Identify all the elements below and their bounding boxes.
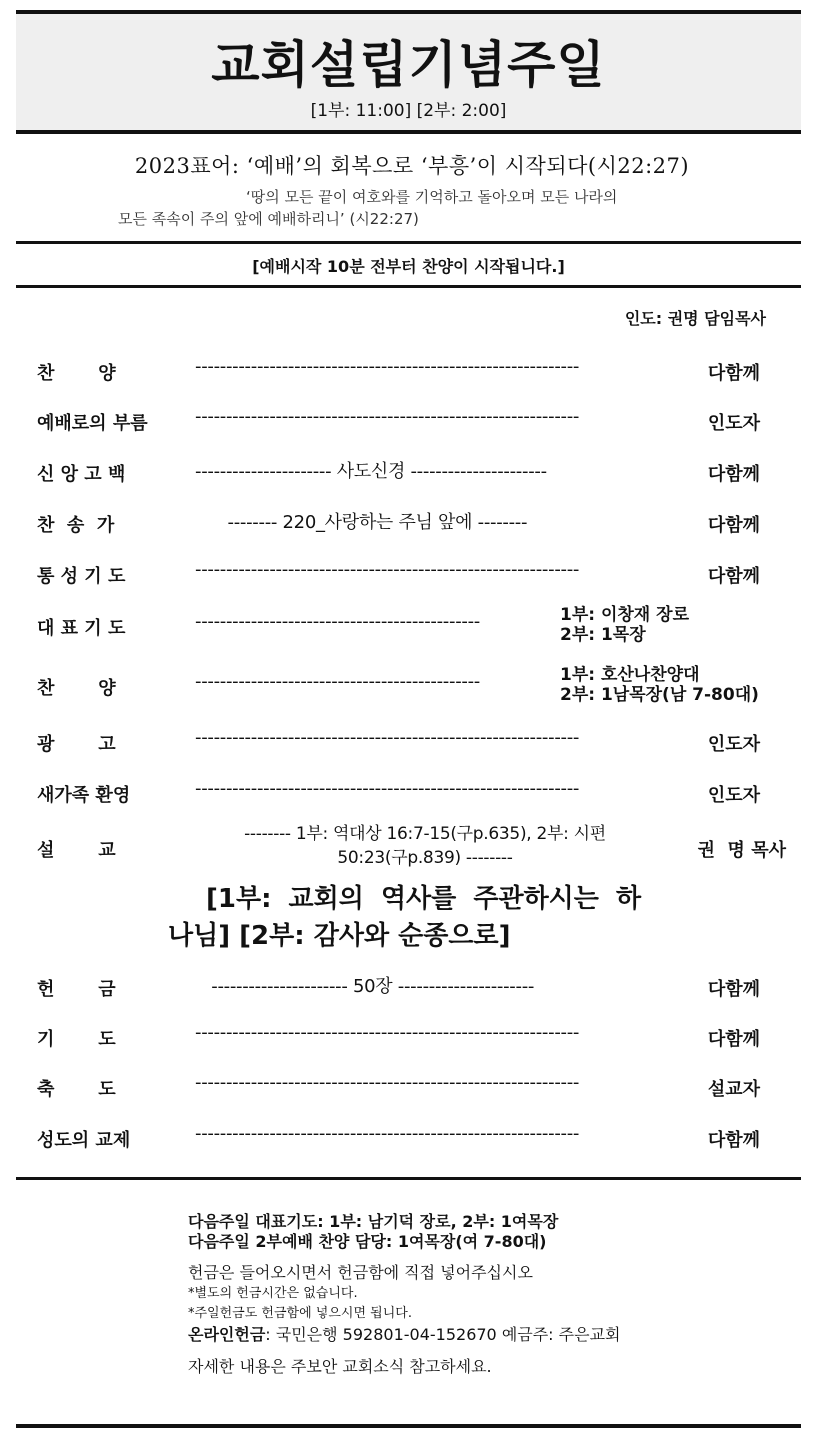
order-row bbox=[0, 1016, 818, 1056]
order-who-line-2: 2부: 1남목장(남 7-80대) bbox=[560, 685, 759, 705]
order-label: 성도의 교제 bbox=[37, 1130, 131, 1151]
order-row bbox=[0, 966, 818, 1006]
order-detail: -------------------------------------------------------------- bbox=[195, 727, 580, 748]
order-detail: -------- 220_사랑하는 주님 앞에 -------- bbox=[195, 512, 528, 533]
verse-line-2: 모든 족속이 주의 앞에 예배하리니’ (시22:27) bbox=[118, 210, 419, 228]
order-label: 기 도 bbox=[37, 1029, 116, 1050]
order-who: 다함께 bbox=[707, 515, 760, 536]
order-who-line-1: 1부: 이창재 장로 bbox=[560, 605, 689, 625]
order-label: 찬 양 bbox=[37, 678, 116, 699]
theme-verse bbox=[118, 186, 718, 230]
offering-note-1: *별도의 헌금시간은 없습니다. bbox=[188, 1286, 358, 1301]
order-row bbox=[0, 1117, 818, 1157]
order-row bbox=[0, 400, 818, 440]
order-row bbox=[0, 451, 818, 491]
order-detail: -------------------------------------------------------------- bbox=[195, 778, 580, 799]
order-detail: -------------------------------------------------------------- bbox=[195, 406, 580, 427]
order-row bbox=[0, 502, 818, 542]
worship-leader: 인도: 권명 담임목사 bbox=[624, 309, 766, 328]
notice-bottom-rule bbox=[16, 285, 801, 288]
order-detail: -------------------------------------------------------------- bbox=[195, 1123, 580, 1144]
order-detail: -------------------------------------------------------------- bbox=[195, 356, 580, 377]
offering-notice: 헌금은 들어오시면서 헌금함에 직접 넣어주십시오 bbox=[188, 1263, 533, 1282]
details-note: 자세한 내용은 주보안 교회소식 참고하세요. bbox=[188, 1357, 492, 1376]
order-who: 인도자 bbox=[707, 734, 760, 755]
order-who-line-2: 2부: 1목장 bbox=[560, 625, 646, 645]
order-who bbox=[560, 605, 689, 645]
page-title: 교회설립기념주일 bbox=[211, 36, 606, 94]
order-row bbox=[0, 1066, 818, 1106]
order-label: 찬 양 bbox=[37, 363, 116, 384]
order-label: 예배로의 부름 bbox=[37, 413, 148, 434]
order-detail: ---------------------- 50장 ---------------------- bbox=[195, 976, 535, 997]
yearly-theme: 2023표어: ‘예배’의 회복으로 ‘부흥’이 시작되다(시22:27) bbox=[134, 154, 690, 178]
sermon-scripture bbox=[190, 822, 660, 870]
order-who: 다함께 bbox=[707, 979, 760, 1000]
order-row bbox=[0, 772, 818, 812]
order-label: 새가족 환영 bbox=[37, 785, 131, 806]
order-row-sermon bbox=[0, 822, 818, 876]
footer-rule bbox=[16, 1177, 801, 1180]
order-label: 통 성 기 도 bbox=[37, 566, 126, 587]
order-detail: -------------------------------------------------------------- bbox=[195, 1022, 580, 1043]
order-detail: -------------------------------------------------------------- bbox=[195, 1072, 580, 1093]
sermon-title-line-1: [1부: 교회의 역사를 주관하시는 하 bbox=[206, 884, 642, 914]
service-times: [1부: 11:00] [2부: 2:00] bbox=[310, 101, 507, 121]
order-who: 다함께 bbox=[707, 464, 760, 485]
order-row bbox=[0, 665, 818, 705]
online-offering-label: 온라인헌금 bbox=[188, 1325, 266, 1344]
order-label: 신 앙 고 백 bbox=[37, 464, 126, 485]
order-label: 헌 금 bbox=[37, 979, 116, 1000]
order-who-line-1: 1부: 호산나찬양대 bbox=[560, 665, 700, 685]
order-who: 다함께 bbox=[707, 363, 760, 384]
next-week-prayer: 다음주일 대표기도: 1부: 남기덕 장로, 2부: 1여목장 bbox=[188, 1212, 559, 1231]
offering-note-2: *주일헌금도 헌금함에 넣으시면 됩니다. bbox=[188, 1306, 412, 1321]
footer-notices bbox=[188, 1212, 748, 1378]
sermon-title bbox=[168, 881, 668, 955]
order-who: 인도자 bbox=[707, 785, 760, 806]
order-who bbox=[560, 665, 759, 705]
order-detail: -------------------------------------------------------------- bbox=[195, 559, 580, 580]
order-label: 대 표 기 도 bbox=[37, 618, 126, 639]
scripture-line-1: -------- 1부: 역대상 16:7-15(구p.635), 2부: 시편 bbox=[244, 824, 606, 844]
order-detail: ---------------------------------------------- bbox=[195, 671, 480, 692]
header-rule bbox=[16, 130, 801, 134]
order-who: 권 명 목사 bbox=[697, 840, 786, 861]
order-label: 광 고 bbox=[37, 734, 116, 755]
next-week-praise: 다음주일 2부예배 찬양 담당: 1여목장(여 7-80대) bbox=[188, 1232, 547, 1251]
order-who: 설교자 bbox=[707, 1079, 760, 1100]
order-row bbox=[0, 350, 818, 390]
order-row bbox=[0, 553, 818, 593]
online-offering-account: : 국민은행 592801-04-152670 예금주: 주은교회 bbox=[265, 1325, 621, 1344]
verse-line-1: ‘땅의 모든 끝이 여호와를 기억하고 돌아오며 모든 나라의 bbox=[246, 188, 618, 206]
order-who: 다함께 bbox=[707, 1029, 760, 1050]
order-row bbox=[0, 605, 818, 645]
order-who: 인도자 bbox=[707, 413, 760, 434]
notice-top-rule bbox=[16, 241, 801, 244]
scripture-line-2: 50:23(구p.839) -------- bbox=[337, 848, 513, 868]
order-who: 다함께 bbox=[707, 566, 760, 587]
order-who: 다함께 bbox=[707, 1130, 760, 1151]
sermon-title-line-2: 나님] [2부: 감사와 순종으로] bbox=[168, 921, 511, 951]
online-offering bbox=[188, 1324, 748, 1346]
order-detail: ---------------------- 사도신경 ---------------------- bbox=[195, 461, 547, 482]
order-label: 찬 송 가 bbox=[37, 515, 115, 536]
bottom-rule bbox=[16, 1424, 801, 1428]
order-detail: ---------------------------------------------- bbox=[195, 611, 480, 632]
header-banner bbox=[16, 14, 801, 130]
order-label: 축 도 bbox=[37, 1079, 116, 1100]
order-label: 설 교 bbox=[37, 840, 116, 861]
worship-notice: [예배시작 10분 전부터 찬양이 시작됩니다.] bbox=[252, 257, 565, 276]
order-row bbox=[0, 721, 818, 761]
